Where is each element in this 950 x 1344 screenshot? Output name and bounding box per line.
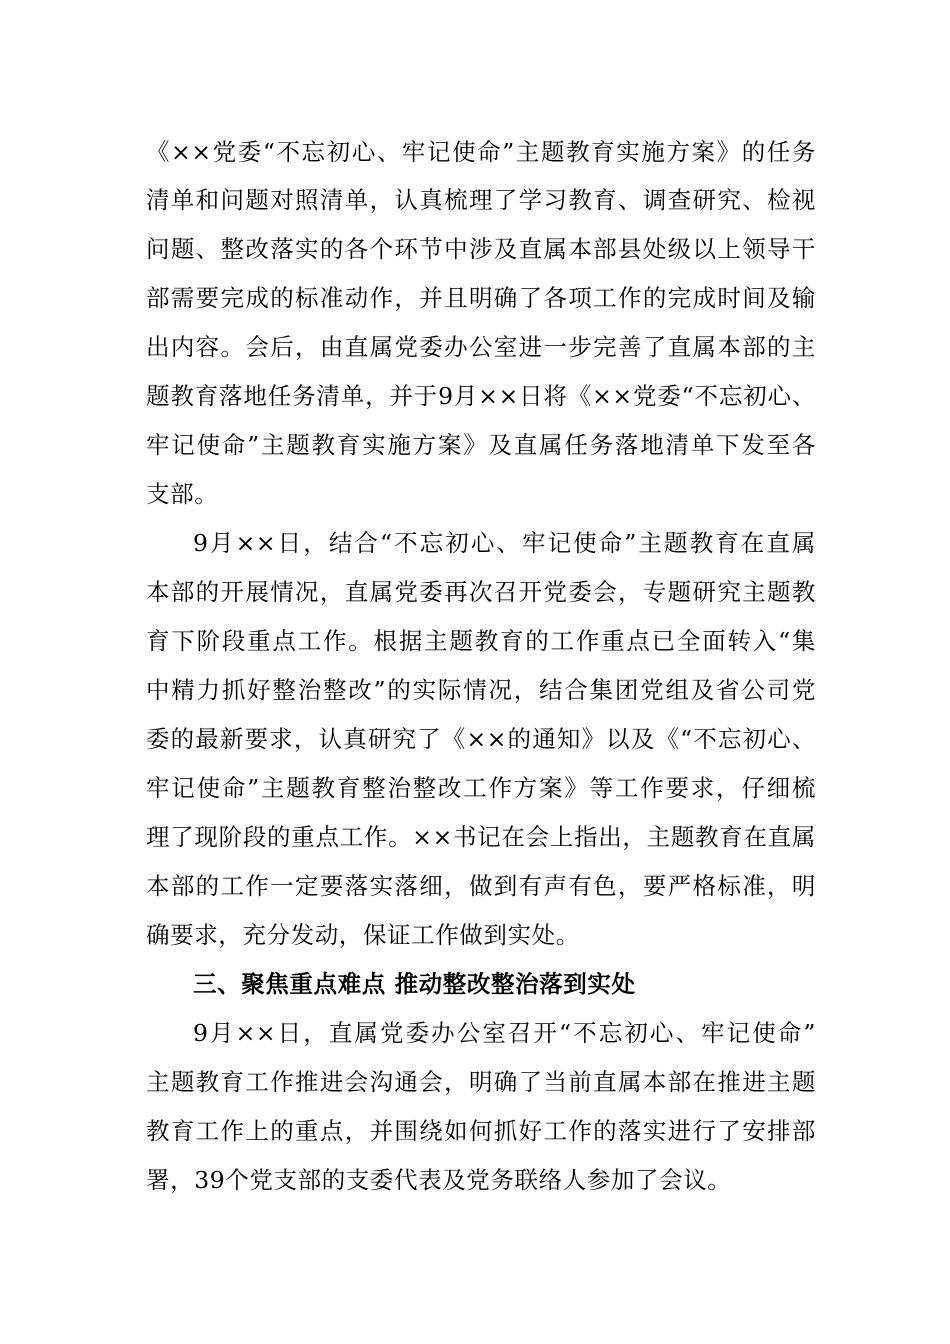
section-heading: 三、聚焦重点难点 推动整改整治落到实处	[193, 970, 636, 998]
text-line: 本部的工作一定要落实落细，做到有声有色，要严格标准，明	[146, 872, 816, 900]
paragraph-first-line: 9月××日，直属党委办公室召开“不忘初心、牢记使命”	[193, 1019, 816, 1047]
text-line: 部需要完成的标准动作，并且明确了各项工作的完成时间及输	[146, 284, 816, 312]
text-line: 委的最新要求，认真研究了《××的通知》以及《“不忘初心、	[146, 725, 816, 753]
text-line: 牢记使命”主题教育实施方案》及直属任务落地清单下发至各	[146, 431, 816, 459]
text-line: 本部的开展情况，直属党委再次召开党委会，专题研究主题教	[146, 578, 816, 606]
text-line: 问题、整改落实的各个环节中涉及直属本部县处级以上领导干	[146, 235, 816, 263]
text-line: 育下阶段重点工作。根据主题教育的工作重点已全面转入“集	[146, 627, 816, 655]
text-line: 清单和问题对照清单，认真梳理了学习教育、调查研究、检视	[146, 186, 816, 214]
text-line: 署，39个党支部的支委代表及党务联络人参加了会议。	[146, 1166, 732, 1194]
text-line: 确要求，充分发动，保证工作做到实处。	[146, 921, 580, 949]
text-line: 题教育落地任务清单，并于9月××日将《××党委“不忘初心、	[146, 382, 816, 410]
text-line: 教育工作上的重点，并围绕如何抓好工作的落实进行了安排部	[146, 1117, 816, 1145]
text-line: 《××党委“不忘初心、牢记使命”主题教育实施方案》的任务	[146, 138, 816, 166]
text-line: 支部。	[146, 480, 219, 508]
text-line: 中精力抓好整治整改”的实际情况，结合集团党组及省公司党	[146, 676, 816, 704]
text-line: 主题教育工作推进会沟通会，明确了当前直属本部在推进主题	[146, 1068, 816, 1096]
text-line: 出内容。会后，由直属党委办公室进一步完善了直属本部的主	[146, 333, 816, 361]
text-line: 牢记使命”主题教育整治整改工作方案》等工作要求，仔细梳	[146, 774, 816, 802]
paragraph-first-line: 9月××日，结合“不忘初心、牢记使命”主题教育在直属	[193, 529, 816, 557]
text-line: 理了现阶段的重点工作。××书记在会上指出，主题教育在直属	[146, 823, 816, 851]
